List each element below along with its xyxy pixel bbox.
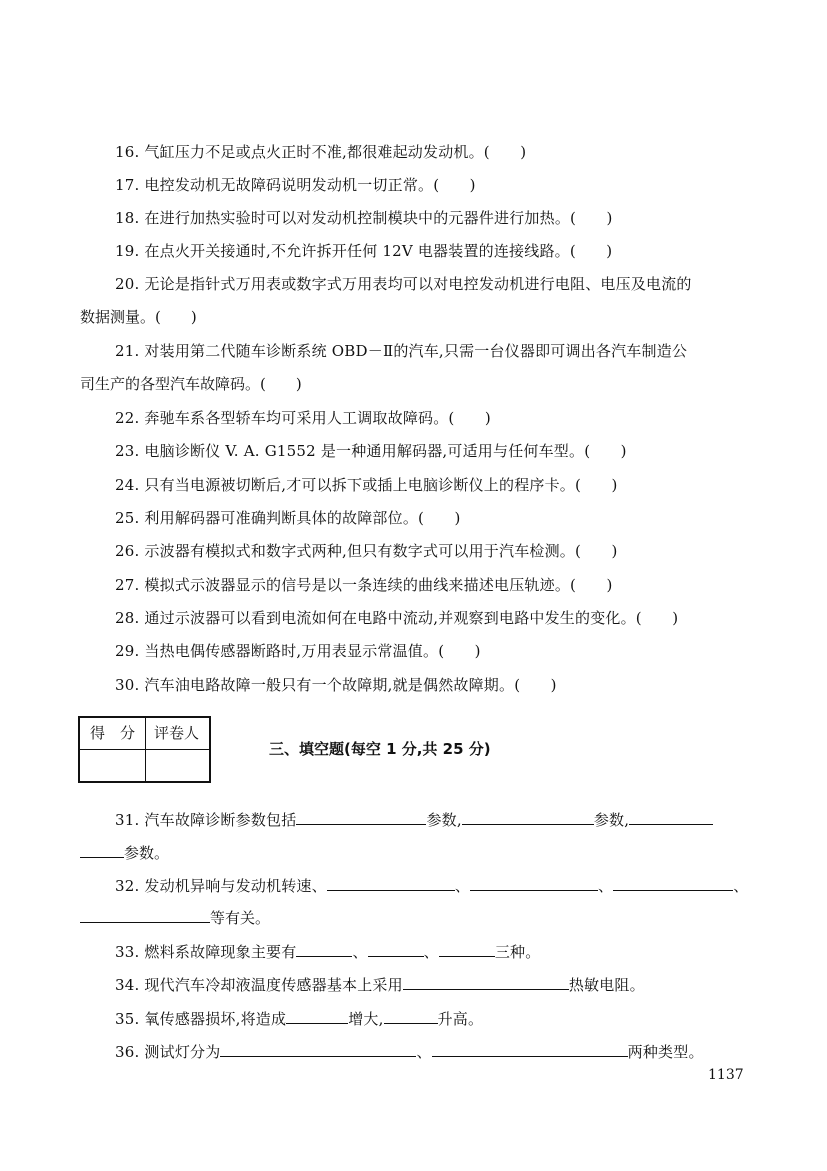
answer-blank[interactable] [470, 876, 598, 891]
question-21: 21. 对装用第二代随车诊断系统 OBD－Ⅱ的汽车,只需一台仪器即可调出各汽车制造公 [115, 342, 688, 360]
separator: 、 [733, 877, 749, 895]
question-25: 25. 利用解码器可准确判断具体的故障部位。( ) [115, 509, 461, 527]
score-table [78, 716, 211, 783]
separator: 、 [454, 877, 471, 895]
question-33-suffix: 三种。 [494, 943, 541, 961]
question-32-suffix: 等有关。 [210, 909, 271, 927]
question-32-continuation [80, 908, 270, 928]
table-divider-horizontal [80, 749, 209, 750]
question-20: 20. 无论是指针式万用表或数字式万用表均可以对电控发动机进行电阻、电压及电流的 [115, 275, 692, 293]
question-20-continuation: 数据测量。( ) [80, 308, 197, 326]
question-35-mid: 增大, [348, 1010, 384, 1028]
question-32 [115, 876, 748, 896]
answer-blank[interactable] [80, 908, 210, 923]
question-31-suffix: 参数。 [124, 844, 170, 862]
question-35 [115, 1009, 483, 1029]
question-30: 30. 汽车油电路故障一般只有一个故障期,就是偶然故障期。( ) [115, 676, 557, 694]
question-36-prefix: 36. 测试灯分为 [115, 1043, 221, 1061]
question-31-continuation [80, 843, 169, 863]
answer-blank[interactable] [629, 810, 713, 825]
separator: 、 [352, 943, 368, 961]
question-22: 22. 奔驰车系各型轿车均可采用人工调取故障码。( ) [115, 409, 491, 427]
answer-blank[interactable] [220, 1042, 416, 1057]
question-23: 23. 电脑诊断仪 V. A. G1552 是一种通用解码器,可适用与任何车型。( ) [115, 442, 627, 460]
question-36-suffix: 两种类型。 [627, 1043, 704, 1061]
page-number: 1137 [708, 1067, 744, 1083]
question-19: 19. 在点火开关接通时,不允许拆开任何 12V 电器装置的连接线路。( ) [115, 242, 613, 260]
section-title: 三、填空题(每空 1 分,共 25 分) [269, 740, 491, 758]
question-31-prefix: 31. 汽车故障诊断参数包括 [115, 811, 297, 829]
question-27: 27. 模拟式示波器显示的信号是以一条连续的曲线来描述电压轨迹。( ) [115, 576, 613, 594]
answer-blank[interactable] [327, 876, 455, 891]
answer-blank[interactable] [286, 1009, 348, 1024]
question-35-suffix: 升高。 [437, 1010, 484, 1028]
question-24: 24. 只有当电源被切断后,才可以拆下或插上电脑诊断仪上的程序卡。( ) [115, 476, 618, 494]
question-21-continuation: 司生产的各型汽车故障码。( ) [80, 375, 302, 393]
question-33-prefix: 33. 燃料系故障现象主要有 [115, 943, 297, 961]
question-34-suffix: 热敏电阻。 [568, 976, 645, 994]
separator: 、 [598, 877, 614, 895]
answer-blank[interactable] [384, 1009, 438, 1024]
answer-blank[interactable] [368, 942, 424, 957]
answer-blank[interactable] [439, 942, 495, 957]
question-31-mid1: 参数, [426, 811, 462, 829]
question-17: 17. 电控发动机无故障码说明发动机一切正常。( ) [115, 176, 476, 194]
answer-blank[interactable] [403, 975, 569, 990]
grader-label: 评卷人 [154, 724, 200, 742]
question-29: 29. 当热电偶传感器断路时,万用表显示常温值。( ) [115, 642, 481, 660]
question-34 [115, 975, 645, 995]
score-label: 得 分 [90, 724, 136, 742]
question-18: 18. 在进行加热实验时可以对发动机控制模块中的元器件进行加热。( ) [115, 209, 613, 227]
question-34-prefix: 34. 现代汽车冷却液温度传感器基本上采用 [115, 976, 403, 994]
question-35-prefix: 35. 氧传感器损坏,将造成 [115, 1010, 287, 1028]
answer-blank[interactable] [80, 843, 124, 858]
answer-blank[interactable] [462, 810, 594, 825]
separator: 、 [416, 1043, 432, 1061]
answer-blank[interactable] [613, 876, 733, 891]
question-28: 28. 通过示波器可以看到电流如何在电路中流动,并观察到电路中发生的变化。( ) [115, 609, 679, 627]
question-31 [115, 810, 713, 830]
answer-blank[interactable] [432, 1042, 628, 1057]
answer-blank[interactable] [296, 942, 352, 957]
question-36 [115, 1042, 704, 1062]
question-31-mid2: 参数, [593, 811, 630, 829]
question-26: 26. 示波器有模拟式和数字式两种,但只有数字式可以用于汽车检测。( ) [115, 542, 618, 560]
answer-blank[interactable] [296, 810, 426, 825]
question-32-prefix: 32. 发动机异响与发动机转速、 [115, 877, 327, 895]
question-33 [115, 942, 540, 962]
separator: 、 [423, 943, 439, 961]
question-16: 16. 气缸压力不足或点火正时不准,都很难起动发动机。( ) [115, 143, 527, 161]
